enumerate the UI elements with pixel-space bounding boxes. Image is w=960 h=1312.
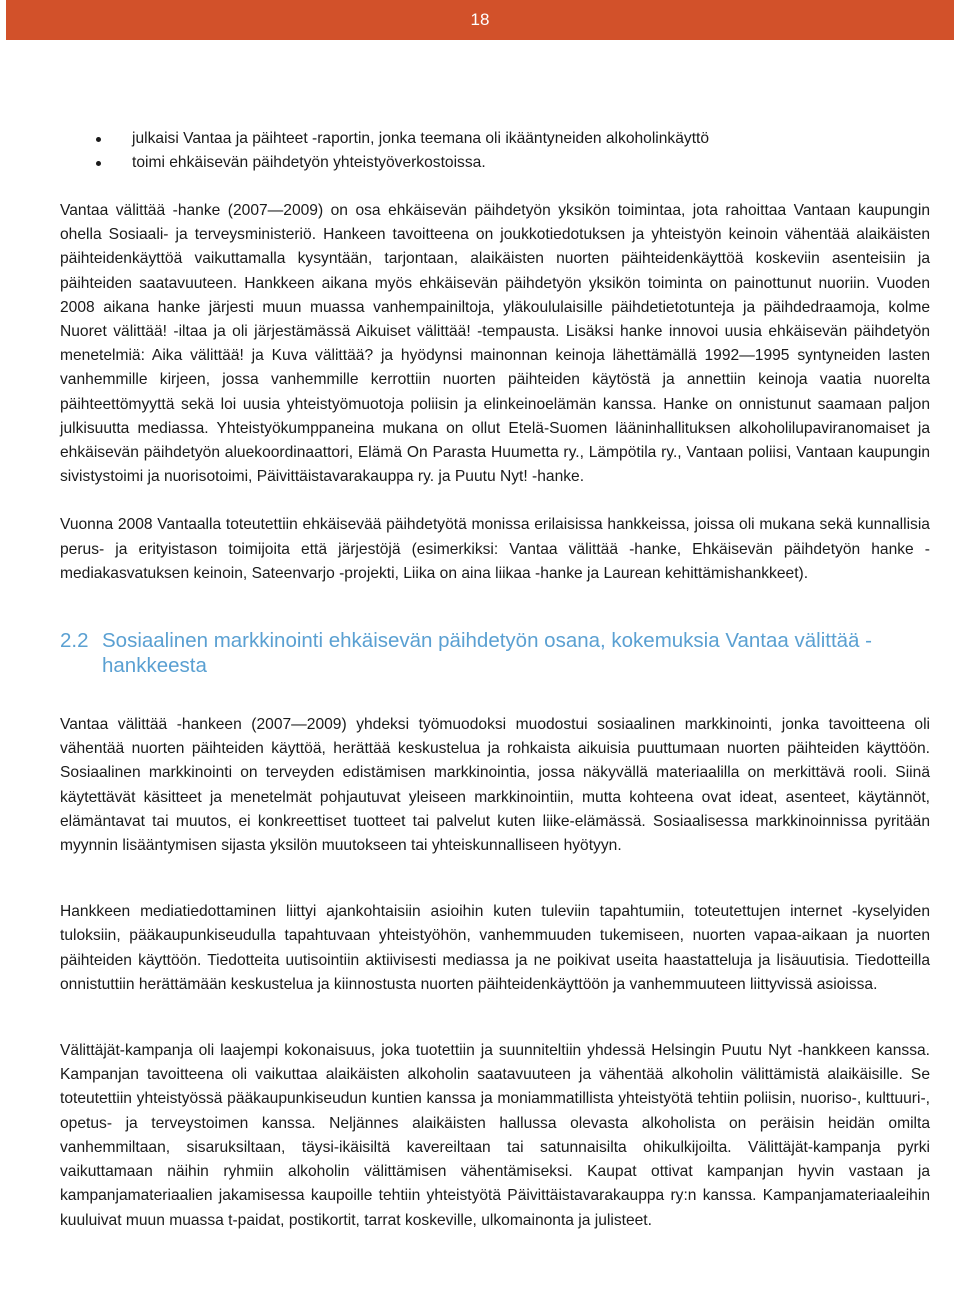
page-number: 18 <box>470 10 490 29</box>
list-item-text: julkaisi Vantaa ja päihteet -raportin, jonka teemana oli ikääntyneiden alkoholinkäyttö <box>132 130 710 147</box>
list-item <box>60 127 930 151</box>
page-content <box>60 127 930 1233</box>
paragraph-media: Hankkeen mediatiedottaminen liittyi ajankohtaisiin asioihin kuten tuleviin tapahtumiin, toteutettujen internet -kyselyiden tuloksiin, pääkaupunkiseudulla tapahtuvaan yhteistyöhön, vanhemmuuden tukemiseen, nuorten vapaa-aikaan ja nuorten päihteiden käyttöön. Tiedotteita uutisointiin aktiivisesti mediassa ja ne poikivat useita haastatteluja ja lisäuutisia. Tiedotteilla onnistuttiin herättämään keskustelua ja kiinnostusta nuorten päihteidenkäyttöön ja vanhemmuuteen liittyvissä asioissa. <box>60 903 930 993</box>
bullet-icon <box>96 137 101 142</box>
section-number: 2.2 <box>60 629 89 653</box>
page-header-bar <box>6 0 954 40</box>
section-title: Sosiaalinen markkinointi ehkäisevän päihdetyön osana, kokemuksia Vantaa välittää -hankkeesta <box>102 629 872 678</box>
paragraph-valittajat-campaign: Välittäjät-kampanja oli laajempi kokonaisuus, joka tuotettiin ja suunniteltiin yhdessä Helsingin Puutu Nyt -hankkeen kanssa. Kampanjan tavoitteena oli vaikuttaa alaikäisten alkoholin saatavuuteen ja vähentää alkoholin välittämistä alaikäisille. Se toteutettiin yhteistyössä pääkaupunkiseudun kuntien kanssa ja moniammatillista yhteistyötä tehtiin poliisin, nuoriso-, kulttuuri-, opetus- ja terveystoimen kanssa. Neljännes alaikäisten hallussa olevasta alkoholista on peräisin heidän omilta vanhemmiltaan, sisaruksiltaan, täysi-ikäisiltä kavereiltaan tai satunnaisilta ohikulkijoilta. Välittäjät-kampanja pyrki vaikuttamaan näihin ryhmiin alkoholin välittämisen vähentämiseksi. Kaupat ottivat kampanjan hyvin vastaan ja kampanjamateriaalien jakamisessa kaupoille tehtiin yhteistyötä Päivittäistavarakauppa ry:n kanssa. Kampanjamateriaaleihin kuuluivat muun muassa t-paidat, postikortit, tarrat koskeville, ulkomainonta ja julisteet. <box>60 1042 930 1229</box>
bullet-icon <box>96 161 101 166</box>
paragraph-social-marketing: Vantaa välittää -hankeen (2007—2009) yhdeksi työmuodoksi muodostui sosiaalinen markkinointi, jonka tavoitteena oli vähentää nuorten päihteiden käyttöä, herättää keskustelua ja rohkaista aikuisia puuttumaan nuorten päihteiden käyttöön. Sosiaalinen markkinointi on terveyden edistämisen markkinointia, jossa näkyvällä materiaalilla on merkittävä rooli. Siinä käytettävät käsitteet ja menetelmät pohjautuvat yleiseen markkinointiin, mutta kohteena ovat ideat, asenteet, käytännöt, elämäntavat tai muutos, ei konkreettiset tuotteet tai palvelut kuten liike-elämässä. Sosiaalisessa markkinoinnissa pyritään myynnin lisääntymisen sijasta yksilön muutokseen tai yhteiskunnalliseen hyötyyn. <box>60 716 930 855</box>
bullet-list <box>60 127 930 175</box>
paragraph-year-2008: Vuonna 2008 Vantaalla toteutettiin ehkäisevää päihdetyötä monissa erilaisissa hankkeissa, joissa oli mukana sekä kunnallisia perus- ja erityistason toimijoita että järjestöjä (esimerkiksi: Vantaa välittää -hanke, Ehkäisevän päihdetyön hanke - mediakasvatuksen keinoin, Sateenvarjo -projekti, Liika on aina liikaa -hanke ja Laurean kehittämishankkeet). <box>60 516 930 582</box>
list-item <box>60 151 930 175</box>
list-item-text: toimi ehkäisevän päihdetyön yhteistyöverkostoissa. <box>132 154 486 171</box>
paragraph-vantaa-valittaa: Vantaa välittää -hanke (2007—2009) on osa ehkäisevän päihdetyön yksikön toimintaa, jota rahoittaa Vantaan kaupungin ohella Sosiaali- ja terveysministeriö. Hankeen tavoitteena on joukkotiedotuksen ja yhteistyön keinoin vähentää alaikäisten päihteidenkäyttöä vaikuttamalla kysyntään, tarjontaan, alaikäisten nuorten päihteidenkäyttöä koskeviin asenteisiin ja päihteiden saatavuuteen. Hankkeen aikana myös ehkäisevän päihdetyön yksikön toiminta on painottunut nuoriin. Vuoden 2008 aikana hanke järjesti muun muassa vanhempainiltoja, yläkoululaisille päihdetietotunteja ja päihdedraamoja, kolme Nuoret välittää! -iltaa ja oli järjestämässä Aikuiset välittää! -tempausta. Lisäksi hanke innovoi uusia ehkäisevän päihdetyön menetelmiä: Aika välittää! ja Kuva välittää? ja hyödynsi mainonnan keinoja lähettämällä 1992—1995 syntyneiden lasten vanhemmille kirjeen, jossa vanhemmille kerrottiin nuorten päihteiden käytöstä ja annettiin keinoja vaatia nuorelta päihteettömyyttä sekä loi uusia yhteistyömuotoja poliisin ja elinkeinoelämän kanssa. Hanke on onnistunut saamaan paljon julkisuutta mediassa. Yhteistyökumppaneina mukana on ollut Etelä-Suomen lääninhallituksen alkoholilupaviranomaiset ja ehkäisevän päihdetyön aluekoordinaattori, Elämä On Parasta Huumetta ry., Lämpötila ry., Vantaan poliisi, Vantaan kaupungin sivistystoimi ja nuorisotoimi, Päivittäistavarakauppa ry. ja Puutu Nyt! -hanke. <box>60 202 930 486</box>
section-heading <box>60 628 930 678</box>
